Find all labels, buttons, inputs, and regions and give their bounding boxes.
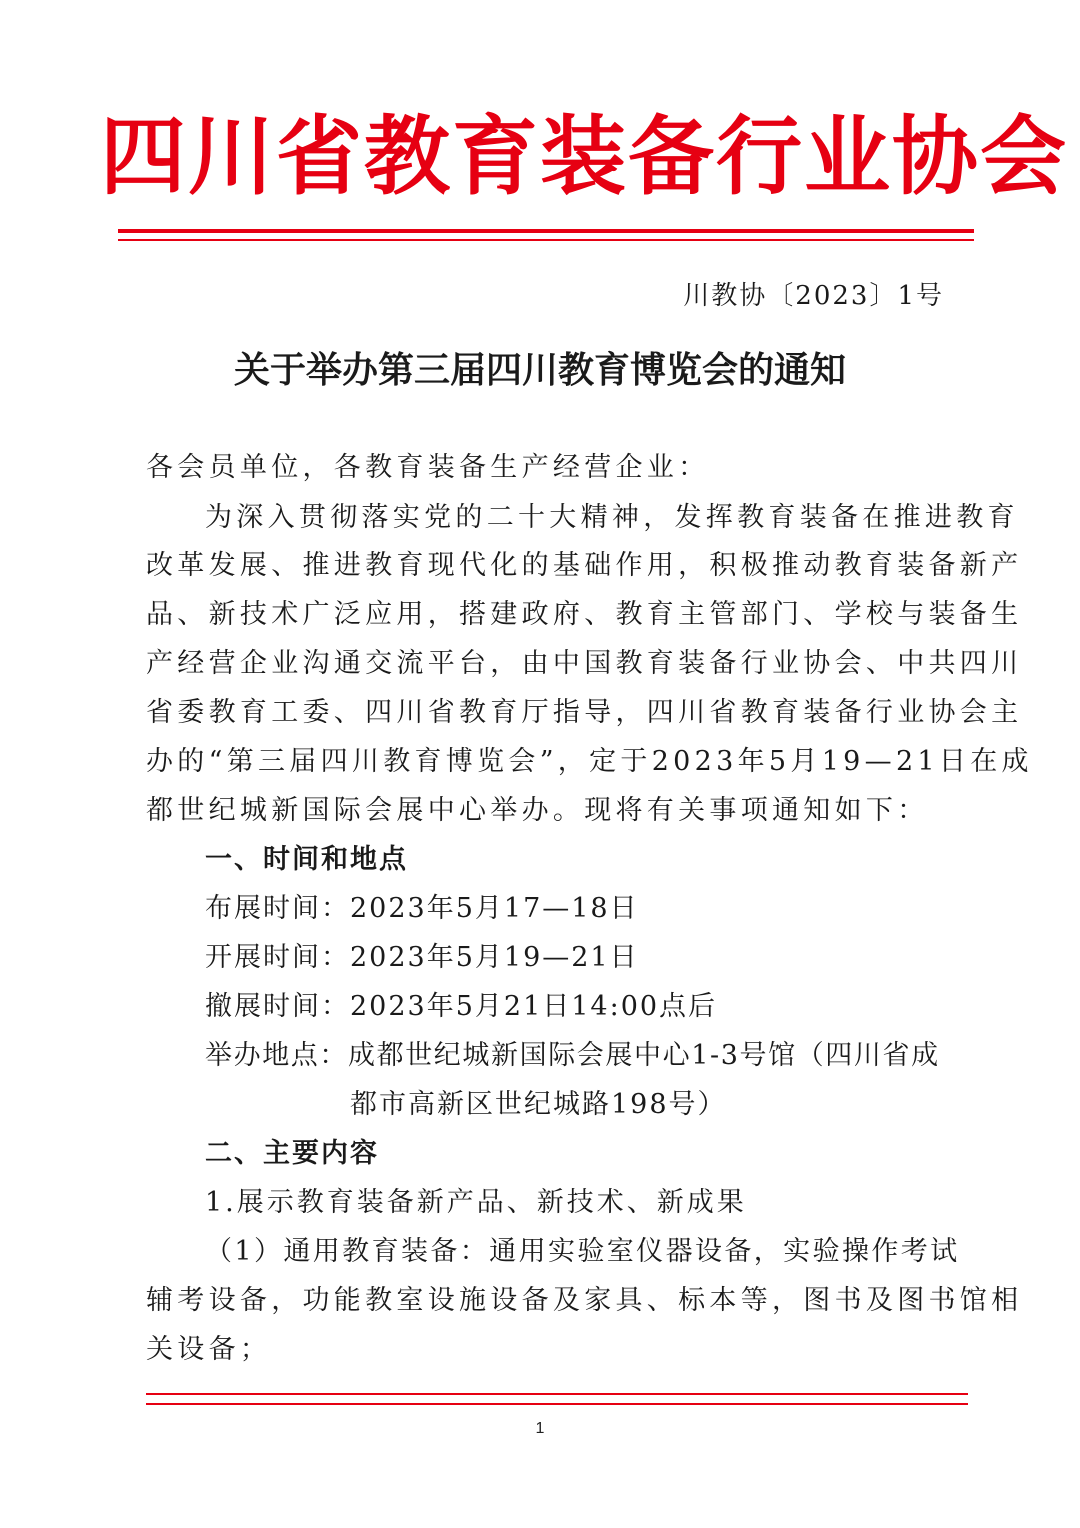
letterhead-rule-thick [118, 229, 974, 233]
footer-rule-top [146, 1393, 968, 1395]
item-sub-line: （1）通用教育装备：通用实验室仪器设备，实验操作考试 [205, 1236, 960, 1267]
intro-line: 品、新技术广泛应用，搭建政府、教育主管部门、学校与装备生 [146, 599, 1023, 630]
letterhead-rule-thin [118, 239, 974, 241]
section-heading-time-venue: 一、时间和地点 [205, 844, 408, 875]
item-sub-line: 辅考设备，功能教室设施设备及家具、标本等，图书及图书馆相 [146, 1285, 1023, 1316]
notice-title: 关于举办第三届四川教育博览会的通知 [233, 349, 846, 391]
open-time: 开展时间：2023年5月19—21日 [205, 942, 639, 973]
intro-line: 改革发展、推进教育现代化的基础作用，积极推动教育装备新产 [146, 550, 1023, 581]
venue-line: 都市高新区世纪城路198号） [350, 1089, 727, 1120]
intro-line: 都世纪城新国际会展中心举办。现将有关事项通知如下： [146, 795, 929, 826]
intro-line: 办的“第三届四川教育博览会”，定于2023年5月19—21日在成 [146, 746, 1033, 777]
item-heading: 1.展示教育装备新产品、新技术、新成果 [205, 1187, 747, 1218]
section-heading-main-content: 二、主要内容 [205, 1138, 379, 1169]
intro-line: 省委教育工委、四川省教育厅指导，四川省教育装备行业协会主 [146, 697, 1023, 728]
salutation: 各会员单位，各教育装备生产经营企业： [146, 452, 710, 483]
removal-time: 撤展时间：2023年5月21日14:00点后 [205, 991, 718, 1022]
intro-line: 产经营企业沟通交流平台，由中国教育装备行业协会、中共四川 [146, 648, 1023, 679]
page-number: 1 [535, 1420, 545, 1437]
document-number: 川教协〔2023〕1号 [683, 281, 944, 311]
setup-time: 布展时间：2023年5月17—18日 [205, 893, 639, 924]
item-sub-line: 关设备； [146, 1334, 272, 1365]
intro-line: 为深入贯彻落实党的二十大精神，发挥教育装备在推进教育 [205, 502, 1019, 533]
footer-rule-bottom [146, 1403, 968, 1405]
letterhead-org-name: 四川省教育装备行业协会 [100, 107, 1068, 207]
venue-line: 举办地点：成都世纪城新国际会展中心1-3号馆（四川省成 [205, 1040, 940, 1071]
